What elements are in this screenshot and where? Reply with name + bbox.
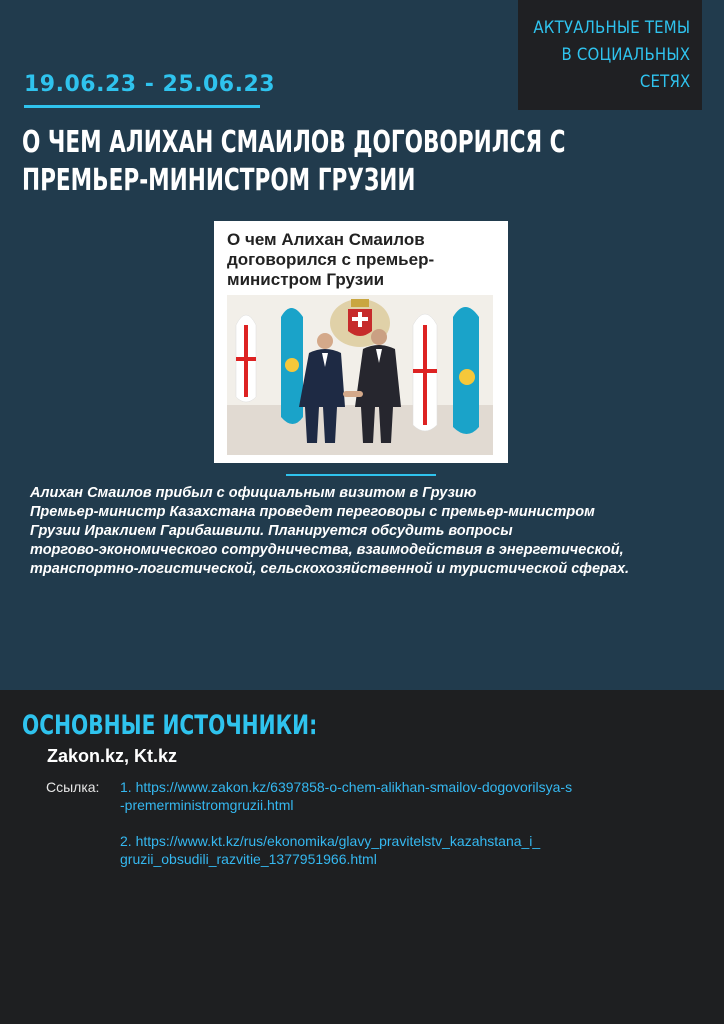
card-title-line: договорился с премьер- (227, 250, 435, 269)
badge-line: СЕТЯХ (639, 72, 690, 92)
topic-badge (518, 0, 702, 110)
link-line[interactable]: 1. https://www.zakon.kz/6397858-o-chem-alikhan-smailov-dogovorilsya-s (120, 779, 573, 795)
georgian-flag-left (236, 315, 256, 402)
handshake (343, 391, 363, 397)
headline-line: ПРЕМЬЕР-МИНИСТРОМ ГРУЗИИ (22, 163, 416, 198)
badge-line: АКТУАЛЬНЫЕ ТЕМЫ (533, 18, 690, 38)
badge-line: В СОЦИАЛЬНЫХ (561, 45, 690, 65)
sources-title: ОСНОВНЫЕ ИСТОЧНИКИ: (22, 710, 318, 741)
headline (22, 124, 582, 200)
link-label: Ссылка: (46, 779, 100, 795)
source-link-2[interactable] (120, 832, 540, 868)
summary-line: торгово-экономического сотрудничества, взаимодействия в энергетической, (30, 542, 624, 558)
separator-rule (286, 474, 436, 476)
link-line[interactable]: 2. https://www.kt.kz/rus/ekonomika/glavy_pravitelstv_kazahstana_i_ (120, 833, 541, 849)
kazakh-flag-right (453, 307, 479, 434)
article-summary (30, 484, 700, 579)
date-range: 19.06.23 - 25.06.23 (24, 72, 276, 97)
georgian-flag-right (413, 314, 437, 431)
summary-line: Алихан Смаилов прибыл с официальным визитом в Грузию (30, 485, 477, 501)
link-line[interactable]: -premerministromgruzii.html (120, 797, 294, 813)
card-title-line: О чем Алихан Смаилов (227, 230, 425, 249)
summary-line: транспортно-логистической, сельскохозяйственной и туристической сферах. (30, 561, 630, 577)
card-title-line: министром Грузии (227, 270, 385, 289)
date-underline (24, 105, 260, 108)
source-link-1[interactable] (120, 778, 572, 814)
news-photo (227, 295, 493, 455)
news-card (214, 221, 508, 463)
headline-line: О ЧЕМ АЛИХАН СМАИЛОВ ДОГОВОРИЛСЯ С (22, 125, 566, 160)
link-line[interactable]: gruzii_obsudili_razvitie_1377951966.html (120, 851, 377, 867)
source-names: Zakon.kz, Kt.kz (47, 746, 178, 766)
summary-line: Премьер-министр Казахстана проведет переговоры с премьер-министром (30, 504, 595, 520)
summary-line: Грузии Ираклием Гарибашвили. Планируется обсудить вопросы (30, 523, 513, 539)
